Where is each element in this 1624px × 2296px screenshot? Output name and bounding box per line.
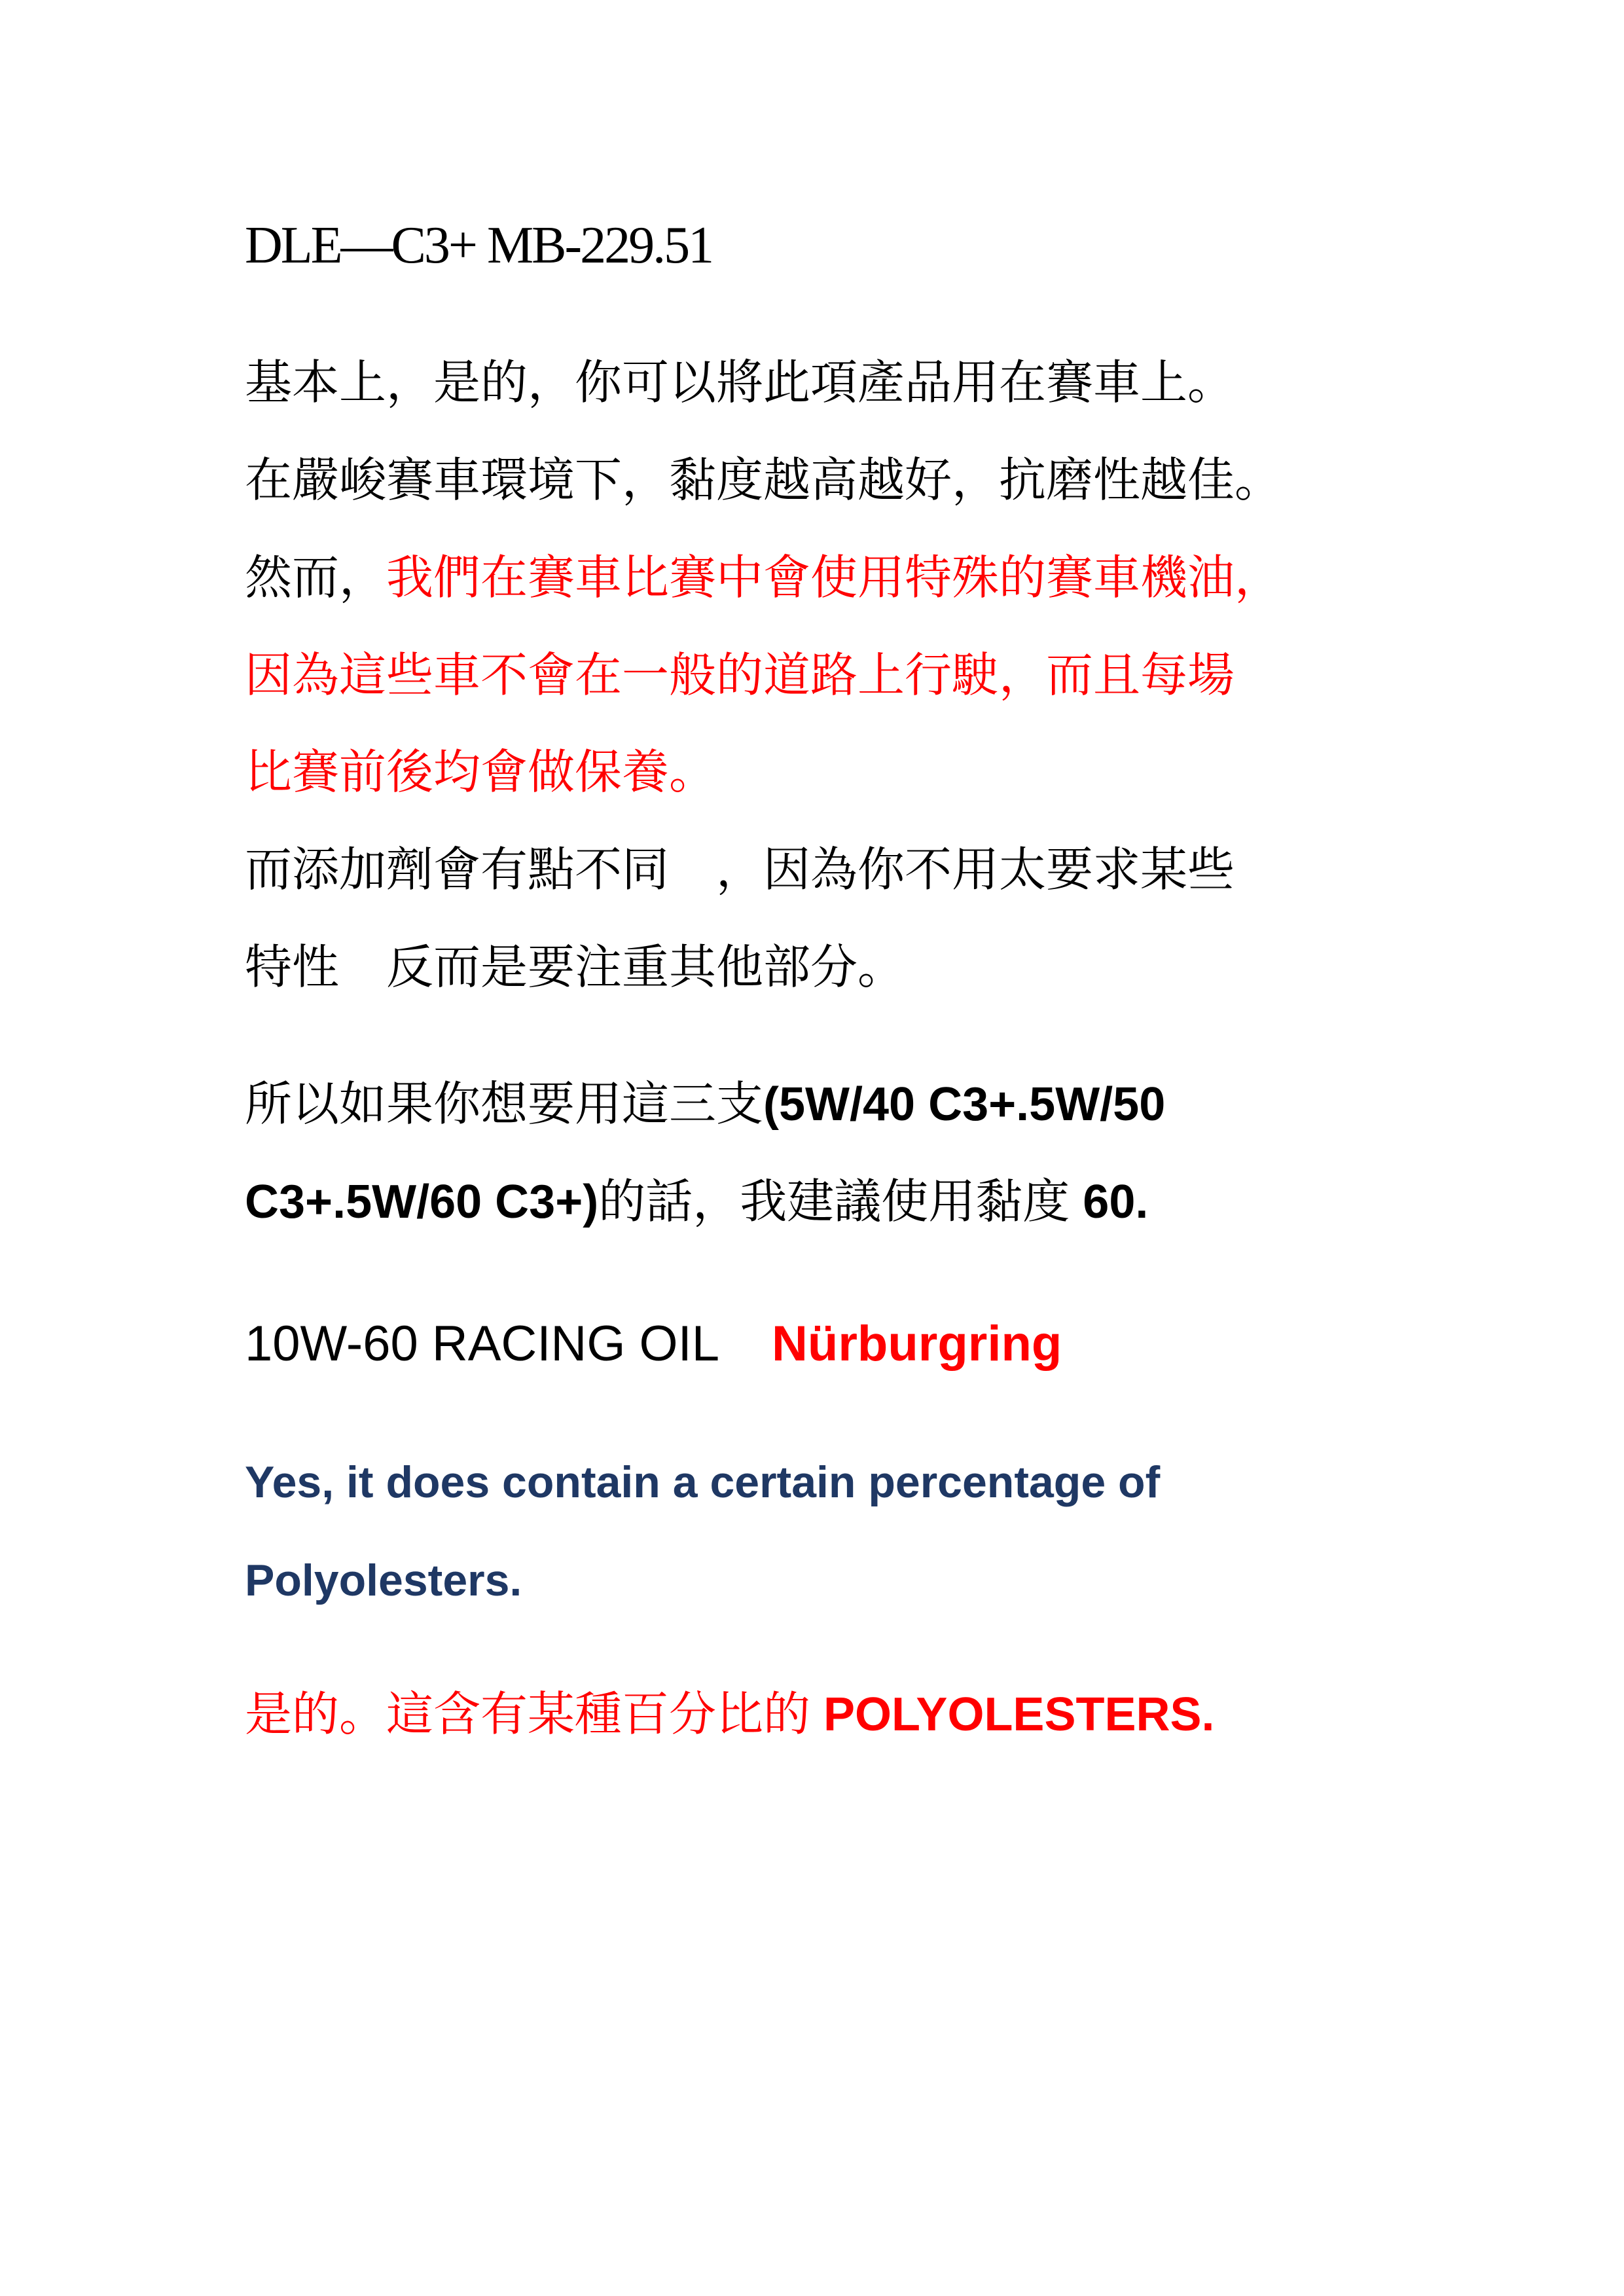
paragraph-text: 然而， — [245, 550, 387, 605]
highlight-text-red: 我們在賽車比賽中會使用特殊的賽車機油， — [386, 550, 1282, 605]
heading-text: DLE—C3+ MB-229.51 — [245, 217, 713, 274]
paragraph-text: 特性 反而是要注重其他部分。 — [245, 939, 905, 994]
paragraph-text: 在嚴峻賽車環境下，黏度越高越好，抗磨性越佳。 — [245, 452, 1282, 507]
product-list-text: C3+.5W/60 C3+) — [245, 1176, 599, 1228]
paragraph-line — [245, 647, 1235, 702]
highlight-text-red: 因為這些車不會在一般的道路上行駛，而且每場 — [245, 647, 1235, 702]
paragraph-line — [245, 452, 1282, 507]
paragraph-line — [245, 939, 905, 994]
paragraph-text: 所以如果你想要用這三支 — [245, 1076, 764, 1131]
english-text: Polyolesters. — [245, 1556, 522, 1605]
final-bold-text: POLYOLESTERS. — [810, 1688, 1215, 1741]
paragraph-line — [245, 550, 1282, 605]
oil-name: 10W-60 RACING OIL — [245, 1316, 720, 1372]
product-list-text: (5W/40 C3+.5W/50 — [763, 1078, 1166, 1131]
paragraph-line — [245, 842, 1235, 897]
paragraph-line — [245, 1174, 1149, 1229]
viscosity-value: 60. — [1070, 1176, 1149, 1228]
english-text: Yes, it does contain a certain percentage of — [245, 1457, 1161, 1507]
paragraph-text: 基本上，是的，你可以將此項產品用在賽車上。 — [245, 355, 1235, 410]
oil-product-line — [245, 1316, 1062, 1372]
paragraph-text: 的話，我建議使用黏度 — [598, 1174, 1070, 1229]
english-line — [245, 1457, 1161, 1507]
paragraph-text: 而添加劑會有點不同 ，因為你不用太要求某些 — [245, 842, 1235, 897]
final-line — [245, 1686, 1215, 1741]
final-text: 是的。這含有某種百分比的 — [245, 1686, 811, 1741]
paragraph-line — [245, 744, 717, 799]
english-line — [245, 1558, 522, 1603]
highlight-text-red: 比賽前後均會做保養。 — [245, 744, 717, 799]
paragraph-line — [245, 1076, 1166, 1131]
oil-highlight: Nürburgring — [772, 1316, 1062, 1372]
paragraph-line — [245, 355, 1235, 410]
document-heading — [245, 219, 712, 272]
